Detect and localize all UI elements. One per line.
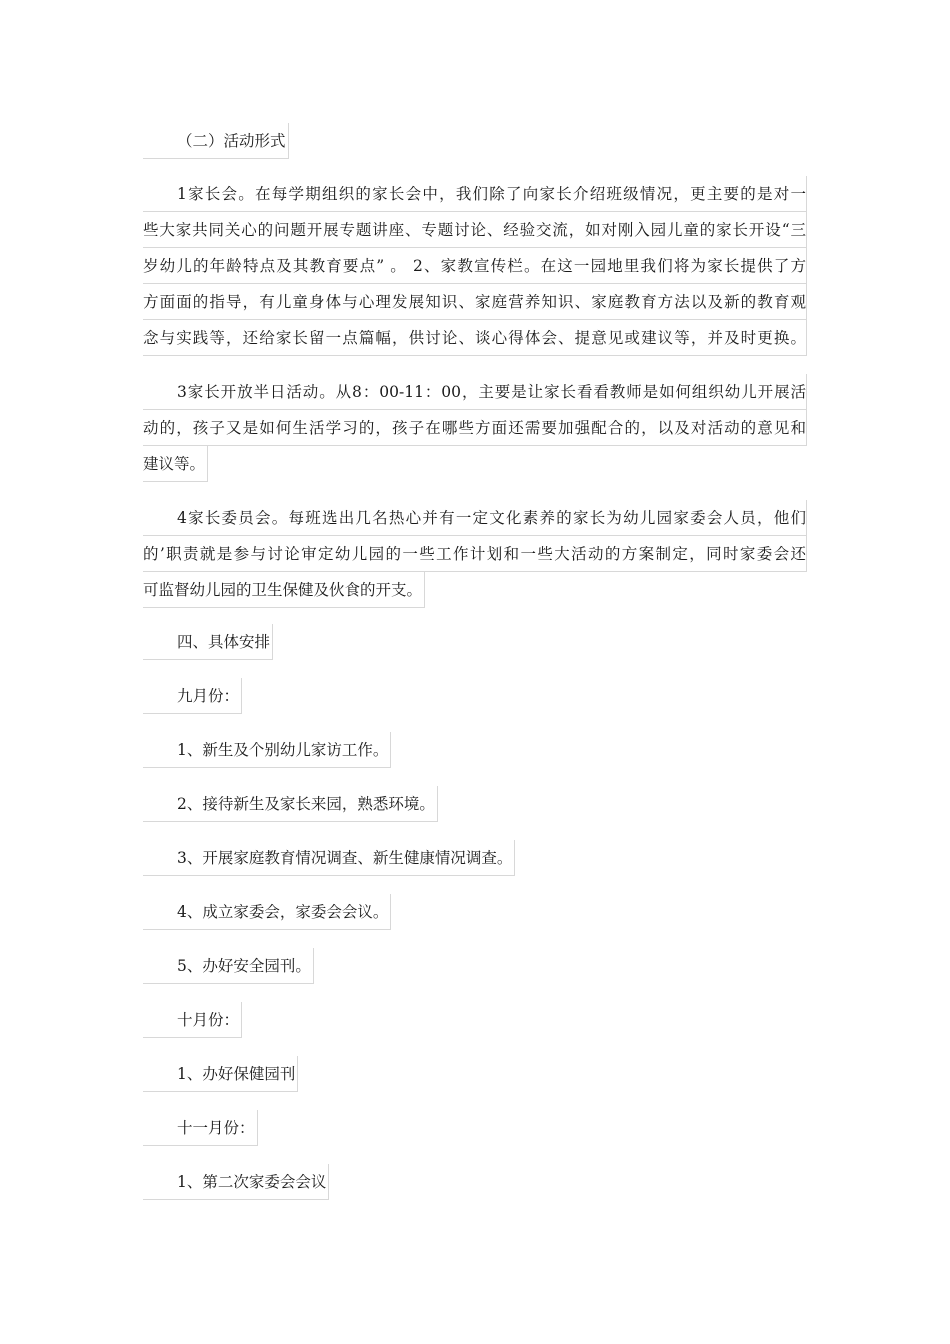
heading-line: 四、具体安排 (143, 624, 273, 660)
list-item: 5、办好安全园刊。 (143, 948, 314, 984)
paragraph-line: 4家长委员会。每班选出几名热心并有一定文化素养的家长为幼儿园家委会人员，他们 (143, 500, 807, 536)
list-item: 2、接待新生及家长来园，熟悉环境。 (143, 786, 438, 822)
paragraph-line: 方面面的指导，有儿童身体与心理发展知识、家庭营养知识、家庭教育方法以及新的教育观 (143, 284, 807, 320)
september-item (143, 948, 314, 984)
paragraph-line: 些大家共同关心的问题开展专题讲座、专题讨论、经验交流，如对刚入园儿童的家长开设“三 (143, 212, 807, 248)
paragraph-line: 建议等。 (143, 446, 208, 482)
september-label (143, 678, 242, 714)
month-label: 十月份： (143, 1002, 242, 1038)
paragraph-open-day (143, 374, 807, 482)
november-label (143, 1110, 258, 1146)
september-item (143, 786, 438, 822)
month-label: 九月份： (143, 678, 242, 714)
november-item (143, 1164, 329, 1200)
paragraph-parent-committee (143, 500, 807, 608)
paragraph-line: 可监督幼儿园的卫生保健及伙食的开支。 (143, 572, 425, 608)
paragraph-line: 的’职责就是参与讨论审定幼儿园的一些工作计划和一些大活动的方案制定，同时家委会还 (143, 536, 807, 572)
paragraph-line: 1家长会。在每学期组织的家长会中，我们除了向家长介绍班级情况，更主要的是对一 (143, 176, 807, 212)
september-item (143, 840, 515, 876)
paragraph-line: 岁幼儿的年龄特点及其教育要点” 。 2、家教宣传栏。在这一园地里我们将为家长提供了方 (143, 248, 807, 284)
list-item: 1、第二次家委会会议 (143, 1164, 329, 1200)
schedule-heading (143, 624, 273, 660)
month-label: 十一月份： (143, 1110, 258, 1146)
paragraph-line: 3家长开放半日活动。从8：00-11：00，主要是让家长看看教师是如何组织幼儿开展活 (143, 374, 807, 410)
list-item: 1、办好保健园刊 (143, 1056, 298, 1092)
september-item (143, 732, 391, 768)
list-item: 1、新生及个别幼儿家访工作。 (143, 732, 391, 768)
october-item (143, 1056, 298, 1092)
september-item (143, 894, 391, 930)
paragraph-line: 动的，孩子又是如何生活学习的，孩子在哪些方面还需要加强配合的，以及对活动的意见和 (143, 410, 807, 446)
paragraph-line: 念与实践等，还给家长留一点篇幅，供讨论、谈心得体会、提意见或建议等，并及时更换。 (143, 320, 807, 356)
list-item: 4、成立家委会，家委会会议。 (143, 894, 391, 930)
list-item: 3、开展家庭教育情况调查、新生健康情况调查。 (143, 840, 515, 876)
paragraph-parent-meeting (143, 176, 807, 356)
october-label (143, 1002, 242, 1038)
activity-form-heading (143, 123, 289, 159)
heading-line: （二）活动形式 (143, 123, 289, 159)
